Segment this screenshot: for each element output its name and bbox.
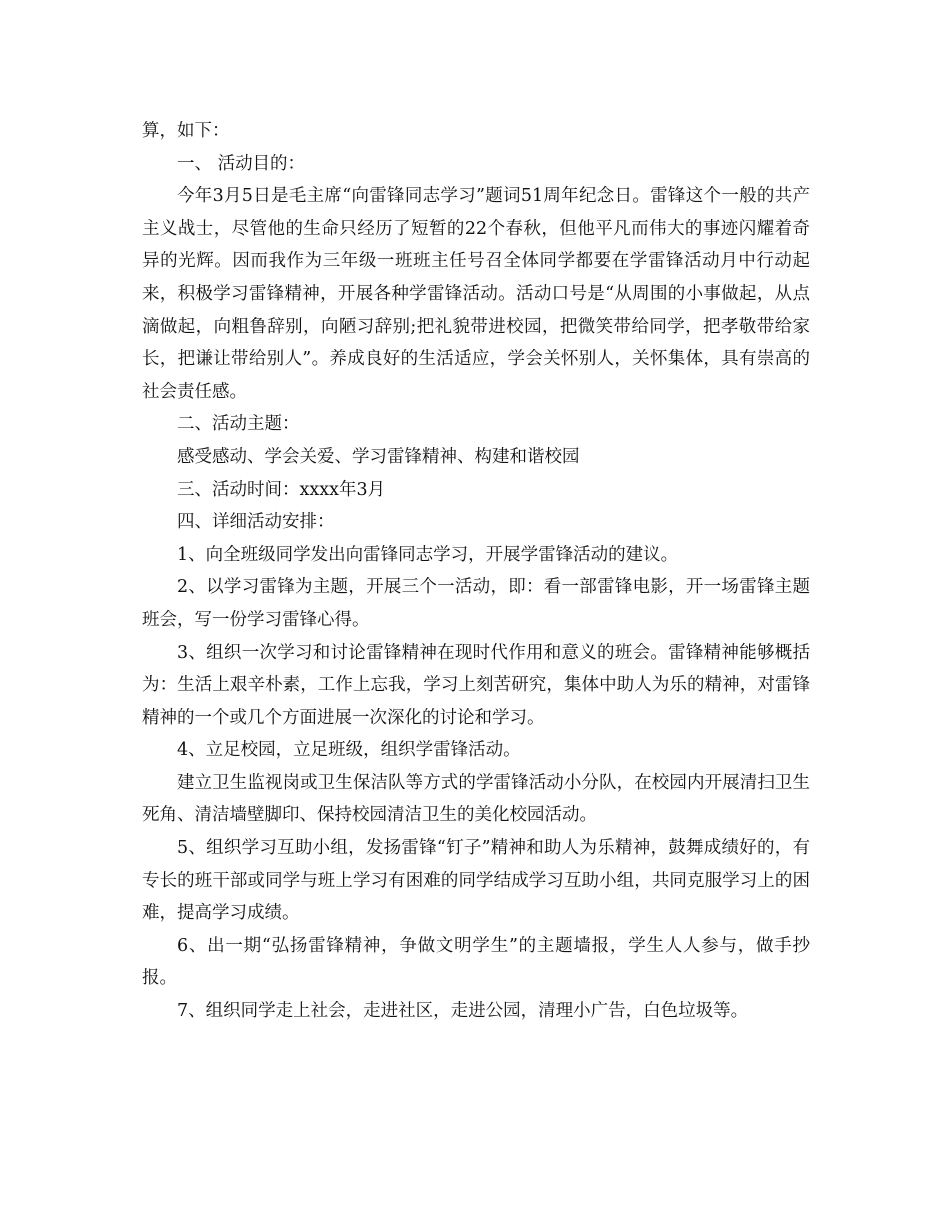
paragraph-intro: 算，如下： [142,121,230,141]
list-item-3: 3、组织一次学习和讨论雷锋精神在现时代作用和意义的班会。雷锋精神能够概括为：生活上艰辛朴素，工作上忘我，学习上刻苦研究，集体中助人为乐的精神，对雷锋精神的一个或几个方面进展一次深化的讨论和学习。 [142,642,810,728]
list-item-7: 7、组织同学走上社会，走进社区，走进公园，清理小广告，白色垃圾等。 [177,1001,749,1022]
heading-activity-theme: 二、活动主题： [177,414,300,435]
heading-activity-arrangement: 四、详细活动安排： [177,512,335,533]
list-item-1: 1、向全班级同学发出向雷锋同志学习，开展学雷锋活动的建议。 [177,544,679,565]
heading-activity-time: 三、活动时间：xxxx年3月 [177,479,386,500]
paragraph-purpose-body: 今年3月5日是毛主席“向雷锋同志学习”题词51周年纪念日。雷锋这个一般的共产主义战士，尽管他的生命只经历了短暂的22个春秋，但他平凡而伟大的事迹闪耀着奇异的光辉。因而我作为三年级一班班主任号召全体同学都要在学雷锋活动月中行动起来，积极学习雷锋精神，开展各种学雷锋活动。活动口号是“从周围的小事做起，从点滴做起，向粗鲁辞别，向陋习辞别;把礼貌带进校园，把微笑带给同学，把孝敬带给家长，把谦让带给别人”。养成良好的生活适应，学会关怀别人，关怀集体，具有崇高的社会责任感。 [142,186,810,402]
list-item-4-detail: 建立卫生监视岗或卫生保洁队等方式的学雷锋活动小分队，在校园内开展清扫卫生死角、清洁墙壁脚印、保持校园清洁卫生的美化校园活动。 [142,772,810,826]
list-item-6: 6、出一期“弘扬雷锋精神，争做文明学生”的主题墙报，学生人人参与，做手抄报。 [142,935,810,989]
heading-activity-purpose: 一、 活动目的： [177,153,306,174]
paragraph-theme-body: 感受感动、学会关爱、学习雷锋精神、构建和谐校园 [177,446,580,467]
list-item-5: 5、组织学习互助小组，发扬雷锋“钉子”精神和助人为乐精神，鼓舞成绩好的，有专长的班干部或同学与班上学习有困难的同学结成学习互助小组，共同克服学习上的困难，提高学习成绩。 [142,838,810,924]
list-item-2: 2、以学习雷锋为主题，开展三个一活动，即：看一部雷锋电影，开一场雷锋主题班会，写一份学习雷锋心得。 [142,577,810,630]
list-item-4: 4、立足校园，立足班级，组织学雷锋活动。 [177,740,521,761]
document-body [142,115,810,1028]
